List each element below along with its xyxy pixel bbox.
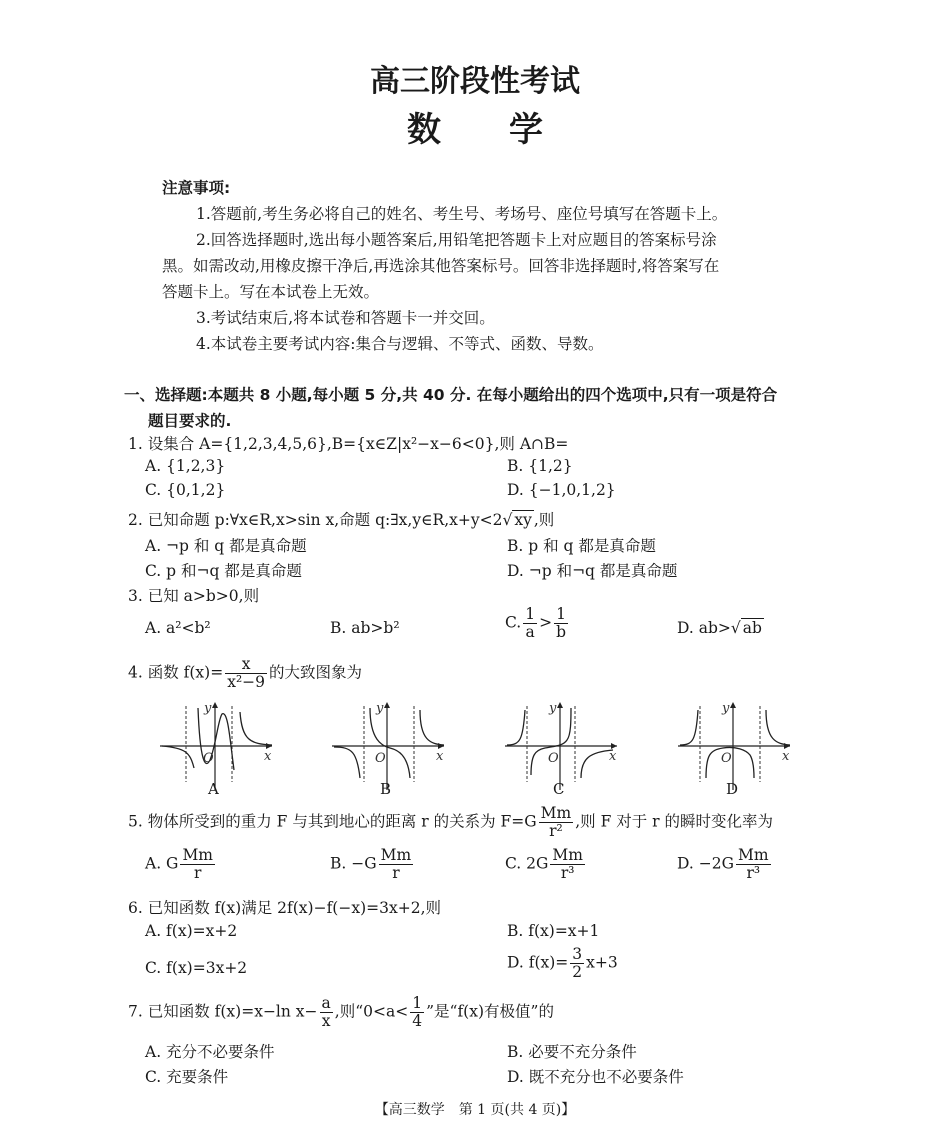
graph-A [160, 700, 280, 800]
origin-label: O [203, 751, 214, 766]
q5-stem-text: 5. 物体所受到的重力 F 与其到地心的距离 r 的关系为 F=G [128, 812, 537, 831]
denominator: r² [549, 822, 563, 841]
fraction [550, 847, 585, 882]
q6-stem: 6. 已知函数 f(x)满足 2f(x)−f(−x)=3x+2,则 [128, 899, 441, 917]
numerator: 1 [412, 994, 423, 1012]
origin-label: O [375, 751, 386, 766]
q2-stem-end: ,则 [533, 511, 555, 529]
notes-heading: 注意事项: [162, 179, 231, 197]
graph-label: D [726, 780, 739, 798]
q3-option-c [505, 606, 570, 641]
q7-option-a: A. 充分不必要条件 [145, 1043, 275, 1061]
denominator: b [556, 623, 567, 642]
q5-option-d [677, 847, 773, 882]
fraction [554, 606, 568, 641]
q3-stem: 3. 已知 a>b>0,则 [128, 587, 260, 605]
numerator: Mm [380, 846, 412, 864]
q4-stem-end: 的大致图象为 [269, 663, 363, 682]
y-axis-label: y [722, 701, 730, 716]
x-axis-label: x [264, 749, 272, 764]
fraction [410, 995, 424, 1030]
option-label: A. G [145, 854, 179, 873]
q5-stem-end: ,则 F 对于 r 的瞬时变化率为 [575, 812, 774, 831]
denominator: r³ [560, 864, 575, 883]
q2-stem: 2. 已知命题 p:∀x∈R,x>sin x,命题 q:∃x,y∈R,x+y<2√ xy ,则 [128, 511, 555, 529]
fraction [523, 606, 537, 641]
q7-stem [128, 995, 554, 1030]
fraction [539, 805, 574, 840]
note-item: 1.答题前,考生务必将自己的姓名、考生号、考场号、座位号填写在答题卡上。 [196, 205, 728, 223]
y-axis-label: y [549, 701, 557, 716]
section-heading-cont: 题目要求的. [148, 412, 232, 430]
y-axis-arrow [557, 702, 563, 708]
q3-option-a: A. a²<b² [145, 619, 211, 637]
x-axis-label: x [782, 749, 790, 764]
q2-option-c: C. p 和¬q 都是真命题 [145, 562, 302, 580]
exam-title: 高三阶段性考试 [370, 64, 580, 99]
q3-option-b: B. ab>b² [330, 619, 400, 637]
q2-option-b: B. p 和 q 都是真命题 [507, 537, 656, 555]
denominator: r [392, 864, 400, 883]
denominator: a [525, 623, 535, 642]
denominator: 2 [572, 963, 583, 982]
function-curve [680, 710, 698, 745]
fraction [736, 847, 771, 882]
denominator: x²−9 [227, 673, 266, 692]
q3-option-d: D. ab>√ ab [677, 619, 762, 637]
y-axis-arrow [730, 702, 736, 708]
note-item: 4.本试卷主要考试内容:集合与逻辑、不等式、函数、导数。 [196, 335, 604, 353]
y-axis-arrow [384, 702, 390, 708]
q6-option-d [507, 946, 618, 981]
q4-stem [128, 656, 362, 691]
fraction [320, 995, 333, 1030]
fraction [225, 656, 267, 691]
q1-option-b: B. {1,2} [507, 457, 573, 475]
q1-stem: 1. 设集合 A={1,2,3,4,5,6},B={x∈Z|x²−x−6<0},则 A∩B= [128, 435, 569, 453]
fraction [379, 847, 414, 882]
numerator: Mm [182, 846, 214, 864]
q4-stem-text: 4. 函数 f(x)= [128, 663, 224, 682]
note-item: 答题卡上。写在本试卷上无效。 [162, 283, 380, 301]
numerator: 3 [572, 945, 583, 963]
function-curve [766, 710, 790, 745]
denominator: r [194, 864, 202, 883]
option-label: B. −G [330, 854, 377, 873]
sqrt-content: ab [742, 619, 762, 637]
q1-option-a: A. {1,2,3} [145, 457, 226, 475]
function-curve [507, 710, 525, 745]
option-label: C. 2G [505, 854, 549, 873]
q7-option-b: B. 必要不充分条件 [507, 1043, 637, 1061]
note-item: 黑。如需改动,用橡皮擦干净后,再选涂其他答案标号。回答非选择题时,将答案写在 [162, 257, 720, 275]
graph-label: C [553, 780, 565, 798]
q3-c-label: C. [505, 613, 522, 632]
q6-option-b: B. f(x)=x+1 [507, 922, 600, 940]
function-curve [162, 746, 194, 768]
q5-option-c [505, 847, 587, 882]
q5-option-b [330, 847, 415, 882]
note-item: 2.回答选择题时,选出每小题答案后,用铅笔把答题卡上对应题目的答案标号涂 [196, 231, 717, 249]
numerator: Mm [737, 846, 769, 864]
origin-label: O [721, 751, 732, 766]
option-label: D. f(x)= [507, 953, 569, 972]
y-axis-label: y [204, 701, 212, 716]
section-heading: 一、选择题:本题共 8 小题,每小题 5 分,共 40 分. 在每小题给出的四个选项中,只有一项是符合 [124, 386, 778, 404]
q7-stem-end: ”是“f(x)有极值”的 [426, 1002, 554, 1021]
q7-option-c: C. 充要条件 [145, 1068, 229, 1086]
q2-option-a: A. ¬p 和 q 都是真命题 [145, 537, 307, 555]
q6-option-a: A. f(x)=x+2 [145, 922, 238, 940]
graph-B [332, 700, 452, 800]
fraction [570, 946, 584, 981]
origin-label: O [548, 751, 559, 766]
page-footer: 【高三数学 第 1 页(共 4 页)】 [374, 1102, 576, 1118]
q1-option-c: C. {0,1,2} [145, 481, 226, 499]
graph-label: A [208, 780, 219, 798]
graph-label: B [380, 780, 392, 798]
numerator: a [321, 994, 331, 1012]
note-item: 3.考试结束后,将本试卷和答题卡一并交回。 [196, 309, 495, 327]
function-curve [334, 747, 360, 778]
q1-option-d: D. {−1,0,1,2} [507, 481, 616, 499]
option-rest: x+3 [586, 953, 618, 972]
numerator: Mm [552, 846, 583, 864]
fraction [180, 847, 215, 882]
q5-option-a [145, 847, 217, 882]
denominator: 4 [412, 1012, 423, 1031]
q2-sqrt: xy [514, 511, 532, 529]
numerator: 1 [525, 605, 536, 623]
option-label: D. −2G [677, 854, 734, 873]
denominator: r³ [746, 864, 761, 883]
q2-stem-text: 2. 已知命题 p:∀x∈R,x>sin x,命题 q:∃x,y∈R,x+y<2 [128, 511, 503, 529]
x-axis-label: x [609, 749, 617, 764]
function-curve [370, 708, 410, 778]
denominator: x [321, 1012, 331, 1031]
numerator: 1 [554, 606, 568, 624]
q7-stem-text: 7. 已知函数 f(x)=x−ln x− [128, 1002, 318, 1021]
x-axis-label: x [436, 749, 444, 764]
operator: > [539, 613, 553, 632]
graph-C [505, 700, 625, 800]
q3-d-label: D. ab> [677, 619, 731, 637]
y-axis-arrow [212, 702, 218, 708]
q2-option-d: D. ¬p 和¬q 都是真命题 [507, 562, 678, 580]
subject-title: 数 学 [407, 110, 543, 150]
function-curve [420, 710, 444, 745]
q5-stem [128, 805, 773, 840]
y-axis-label: y [376, 701, 384, 716]
q7-stem-mid: ,则“0<a< [334, 1002, 409, 1021]
q7-option-d: D. 既不充分也不必要条件 [507, 1068, 684, 1086]
numerator: x [225, 656, 267, 674]
function-curve [240, 712, 272, 745]
numerator: Mm [540, 804, 572, 822]
q6-option-c: C. f(x)=3x+2 [145, 959, 248, 977]
